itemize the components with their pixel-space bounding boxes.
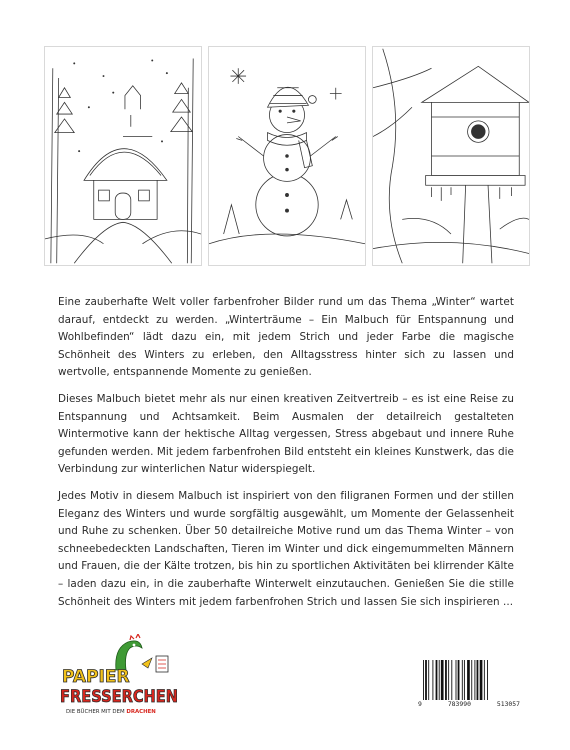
illustration-winter-house (44, 46, 202, 266)
logo-name-line2: FRESSERCHEN (60, 687, 178, 707)
barcode-bar (428, 660, 429, 700)
birdhouse-drawing (373, 47, 529, 265)
barcode-bar (436, 660, 438, 700)
illustration-birdhouse (372, 46, 530, 266)
barcode-bar (477, 660, 479, 700)
winter-house-drawing (45, 47, 201, 265)
dragon-logo-icon (56, 634, 186, 720)
barcode-bar (471, 660, 472, 700)
barcode-bar (467, 660, 470, 700)
illustration-snowman (208, 46, 366, 266)
barcode-bar (445, 660, 447, 700)
barcode-bar (464, 660, 465, 700)
barcode-bar (456, 660, 457, 700)
barcode-bar (480, 660, 483, 700)
barcode-bar (487, 660, 488, 700)
barcode-icon (420, 660, 518, 700)
barcode-bar (448, 660, 449, 700)
barcode-bar (474, 660, 475, 700)
description-text (58, 294, 514, 620)
logo-name-line1: PAPIER (62, 667, 130, 687)
barcode-bar (439, 660, 440, 700)
publisher-logo (56, 634, 186, 720)
barcode-bar (458, 660, 460, 700)
barcode-bar (484, 660, 485, 700)
snowman-drawing (209, 47, 365, 265)
description-paragraph-1: Eine zauberhafte Welt voller farbenfroher Bilder rund um das Thema „Winter“ wartet darauf, entdeckt zu werden. „Winterträume – Ein Malbuch für Entspannung und Wohlbefinden“ lädt dazu ein, mit jedem Strich und jeder Farbe die magische Schönheit des Winters zu erleben, den Alltagsstress hinter sich zu lassen und wertvolle, entspannende Momente zu genießen. (58, 296, 514, 379)
isbn-number (418, 700, 520, 708)
illustration-row (44, 46, 530, 266)
barcode-bar (441, 660, 444, 700)
description-paragraph-3: Jedes Motiv in diesem Malbuch ist inspiriert von den filigranen Formen und der stillen Eleganz des Winters und wurde sorgfältig ausgewählt, um Momente der Gelassenheit und Ruhe zu schenken. Über 50 detailreiche Motive rund um das Thema Winter – von schneebedeckten Landschaften, Tieren im Winter und dick eingemummelten Männern und Frauen, die der Kälte trotzen, bis hin zu sportlichen Aktivitäten bei klirrender Kälte – laden dazu ein, in die zauberhafte Winterwelt einzutauchen. Genießen Sie die stille Schönheit des Winters mit jedem farbenfrohen Strich und lassen Sie sich inspirieren ... (58, 489, 514, 608)
barcode-bar (423, 660, 424, 700)
barcode-bar (432, 660, 433, 700)
isbn-digit-group-3: 513057 (496, 700, 520, 708)
barcode-bar (462, 660, 463, 700)
barcode-bar (425, 660, 427, 700)
description-paragraph-2: Dieses Malbuch bietet mehr als nur einen kreativen Zeitvertreib – es ist eine Reise zu Entspannung und Achtsamkeit. Beim Ausmalen der detailreich gestalteten Wintermotive kann der hektische Alltag vergessen, Stress abgebaut und innere Ruhe gefunden werden. Mit jedem farbenfrohen Bild entsteht ein kleines Kunstwerk, das die Verbindung zur winterlichen Natur widerspiegelt. (58, 392, 514, 476)
isbn-digit-group-1: 9 (418, 700, 422, 708)
barcode-bar (451, 660, 452, 700)
isbn-barcode (420, 660, 518, 700)
logo-tagline: DIE BÜCHER MIT DEM DRACHEN (66, 709, 156, 715)
isbn-digit-group-2: 783990 (447, 700, 471, 708)
